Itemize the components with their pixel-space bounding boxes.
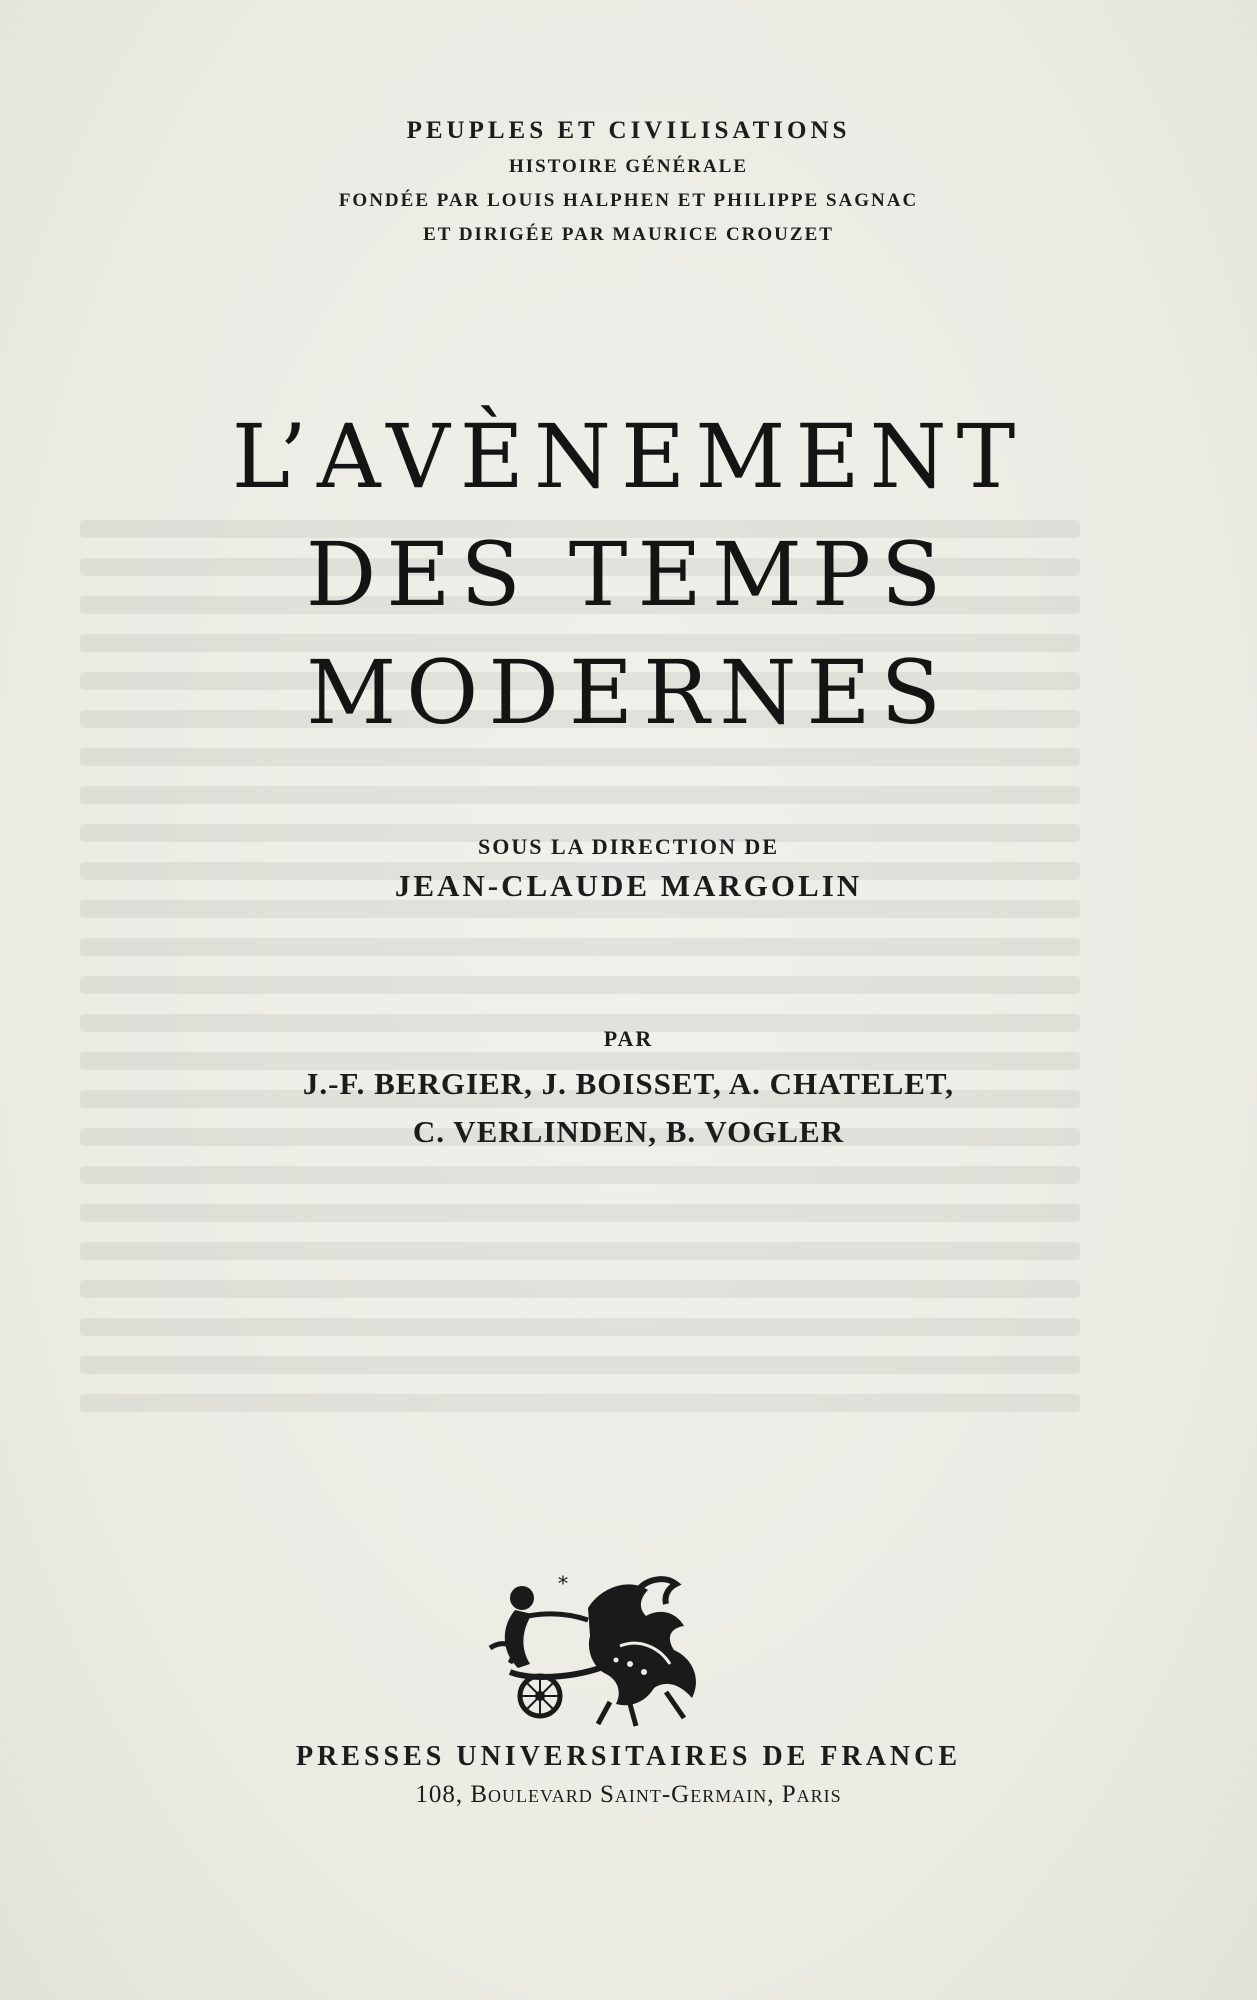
series-header [0, 112, 1257, 252]
series-title: PEUPLES ET CIVILISATIONS [406, 117, 851, 144]
editor-name: JEAN-CLAUDE MARGOLIN [394, 868, 863, 903]
book-title [0, 398, 1257, 752]
title-line-3: MODERNES [306, 641, 951, 744]
direction-label: SOUS LA DIRECTION DE [477, 834, 779, 859]
chariot-emblem-icon [470, 1568, 720, 1728]
authors-line-2: C. VERLINDEN, B. VOGLER [412, 1114, 845, 1149]
par-label: PAR [603, 1026, 654, 1051]
publisher-block [0, 1738, 1257, 1814]
authors-line-1: J.-F. BERGIER, J. BOISSET, A. CHATELET, [302, 1066, 955, 1101]
series-founders: FONDÉE PAR LOUIS HALPHEN ET PHILIPPE SAGNAC [338, 190, 919, 211]
authors-block [0, 1018, 1257, 1156]
series-subtitle: HISTOIRE GÉNÉRALE [508, 156, 749, 177]
title-line-1: L’AVÈNEMENT [231, 405, 1026, 508]
series-director: ET DIRIGÉE PAR MAURICE CROUZET [423, 224, 834, 245]
title-line-2: DES TEMPS [305, 523, 952, 626]
editor-block [0, 832, 1257, 910]
publisher-name: PRESSES UNIVERSITAIRES DE FRANCE [295, 1741, 962, 1772]
publisher-address: 108, Boulevard Saint-Germain, Paris [415, 1781, 842, 1808]
svg-text:*: * [558, 1571, 568, 1595]
